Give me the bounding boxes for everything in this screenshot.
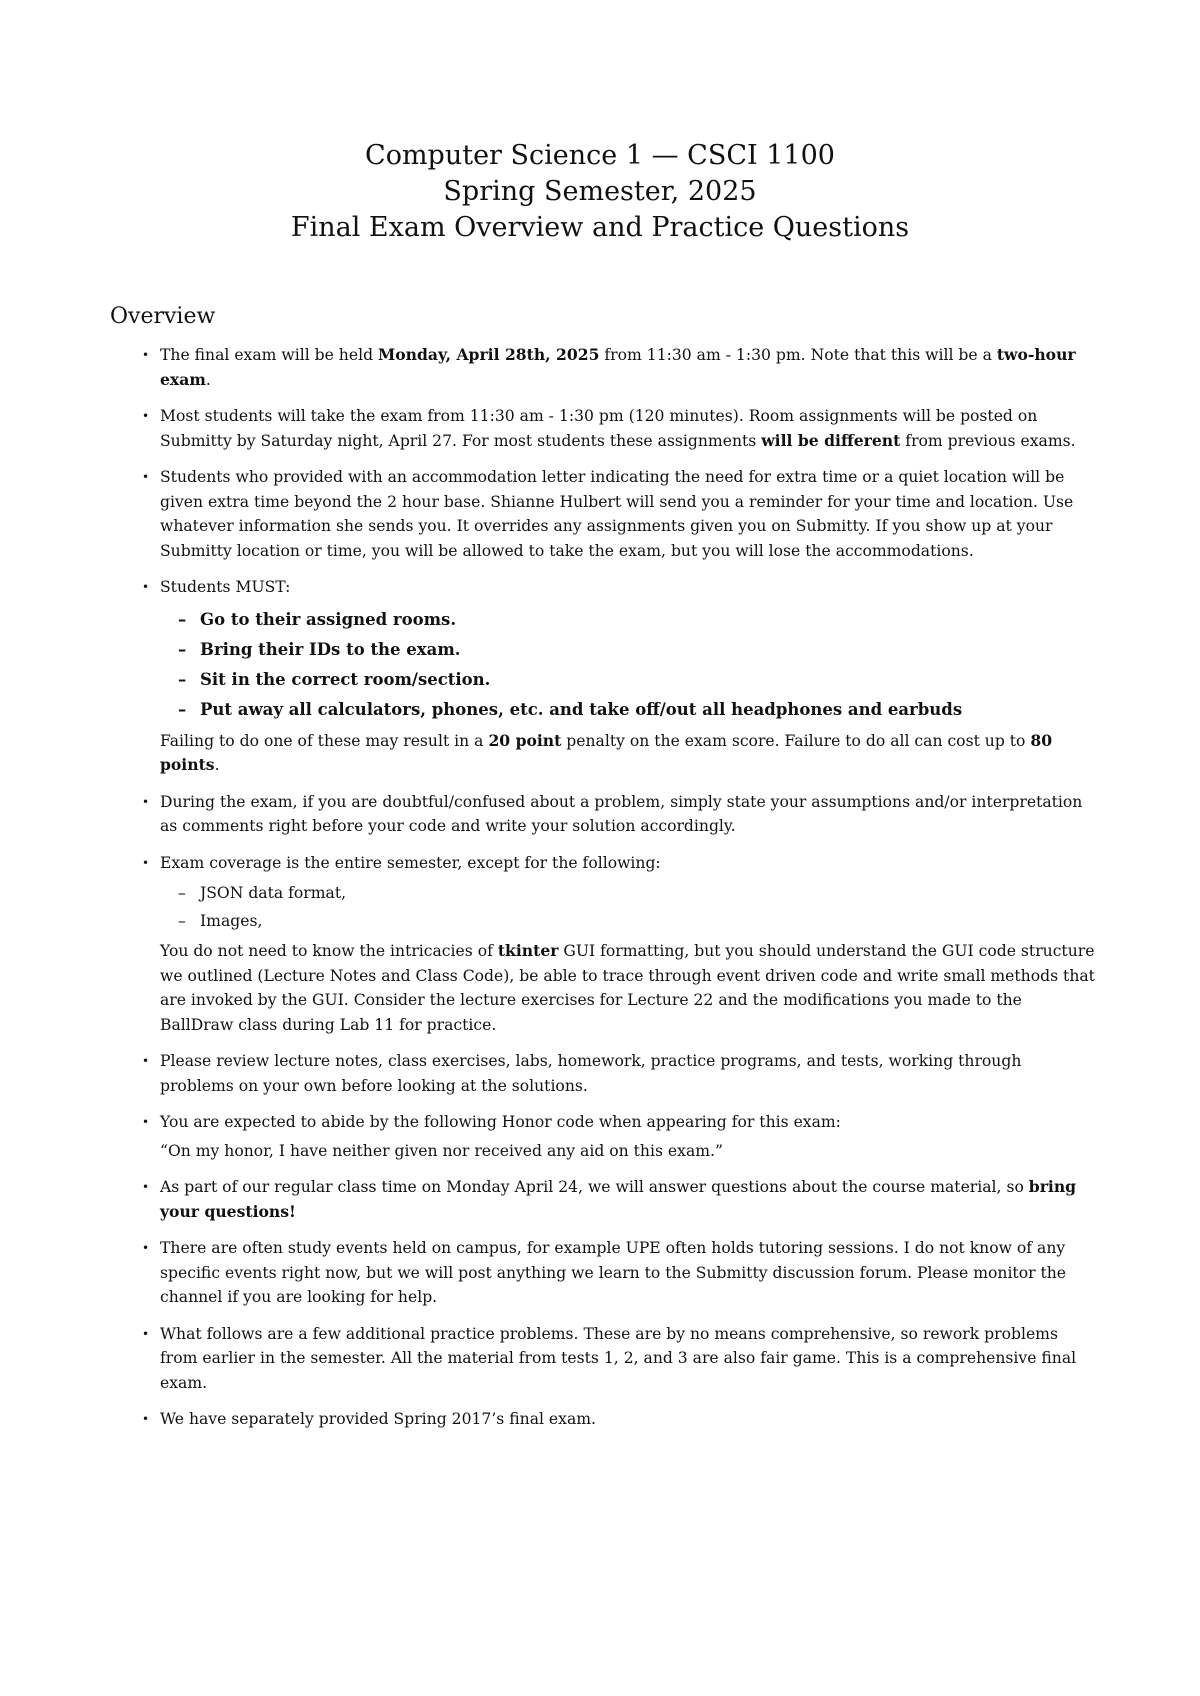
list-item-honor-code (136, 1110, 1096, 1163)
requirement-item (178, 606, 1096, 633)
exclusion-item (178, 881, 1096, 906)
text: . (214, 756, 220, 774)
list-item-study-events (136, 1236, 1096, 1310)
text: GUI formatting, but you should understand the GUI code structure we outlined (Lecture Notes and Class Code), be able to trace through event driven code and write small methods that are invoked by the GUI. Consider the lecture exercises for Lecture 22 and the modifications you made to the BallDraw class during Lab 11 for practice. (160, 942, 1095, 1034)
text: Sit in the correct room/section. (200, 669, 491, 689)
bullet-icon: • (142, 409, 150, 423)
bullet-icon: • (142, 1326, 150, 1341)
exclusions-list (178, 881, 1096, 933)
bullet-icon: • (142, 580, 150, 594)
bullet-icon: • (142, 1412, 150, 1426)
text: JSON data format, (200, 884, 347, 902)
text: During the exam, if you are doubtful/confused about a problem, simply state your assumptions and/or interpretation as comments right before your code and write your solution accordingly. (160, 792, 1083, 835)
title-block (0, 138, 1200, 246)
text: from 11:30 am - 1:30 pm. Note that this will be a (599, 346, 997, 364)
text: What follows are a few additional practice problems. These are by no means comprehensive, so rework problems from earlier in the semester. All the material from tests 1, 2, and 3 are also fair game. This is a comprehensive final exam. (160, 1324, 1077, 1392)
bullet-icon: • (142, 1241, 150, 1255)
text: Exam coverage is the entire semester, except for the following: (160, 853, 661, 872)
text: Put away all calculators, phones, etc. and take off/out all headphones and earbuds (200, 699, 963, 719)
emphasis: tkinter (497, 941, 559, 960)
dash-icon: – (178, 884, 186, 902)
text: Images, (200, 911, 263, 930)
text: As part of our regular class time on Monday April 24, we will answer questions about the course material, so (160, 1178, 1029, 1196)
course-title: Computer Science 1 — CSCI 1100 (365, 140, 835, 171)
exclusion-item (178, 909, 1096, 934)
text: . (205, 370, 211, 389)
text: Bring their IDs to the exam. (200, 639, 461, 659)
list-item-coverage (136, 851, 1096, 1038)
list-item-accommodations (136, 465, 1096, 563)
text: There are often study events held on campus, for example UPE often holds tutoring sessions. I do not know of any specific events right now, but we will post anything we learn to the Submitty discussion forum. Please monitor the channel if you are looking for help. (160, 1239, 1067, 1306)
text: You do not need to know the intricacies of (160, 942, 498, 960)
list-item-questions (136, 1175, 1096, 1224)
text: Students who provided with an accommodation letter indicating the need for extra time or a quiet location will be given extra time beyond the 2 hour base. Shianne Hulbert will send you a reminder for your time and location. Use whatever information she sends you. It overrides any assignments given you on Submitty. If you show up at your Submitty location or time, you will be allowed to take the exam, but you will lose the accommodations. (160, 468, 1074, 560)
requirements-list (178, 606, 1096, 723)
text: Failing to do one of these may result in a (160, 731, 489, 750)
bullet-icon: • (142, 1180, 150, 1194)
bullet-icon: • (142, 1115, 150, 1129)
bullet-icon: • (142, 794, 150, 809)
overview-list (136, 343, 1096, 1432)
bullet-icon: • (142, 348, 150, 362)
dash-icon: – (178, 639, 187, 659)
document-title: Final Exam Overview and Practice Questions (290, 212, 910, 243)
list-item-previous-exam (136, 1407, 1096, 1432)
penalty-paragraph (160, 729, 1096, 778)
list-item-students-must (136, 575, 1096, 778)
dash-icon: – (178, 699, 187, 719)
overview-body (136, 343, 1096, 1444)
text: You are expected to abide by the following Honor code when appearing for this exam: (160, 1113, 841, 1131)
honor-code-quote: “On my honor, I have neither given nor received any aid on this exam.” (160, 1141, 723, 1160)
text: from previous exams. (900, 431, 1076, 450)
exam-date: Monday, April 28th, 2025 (378, 345, 600, 364)
list-item-review (136, 1049, 1096, 1098)
emphasis: bring your questions! (160, 1177, 1077, 1221)
emphasis: 20 point (488, 730, 562, 750)
text: We have separately provided Spring 2017’s final exam. (160, 1410, 596, 1428)
semester-title: Spring Semester, 2025 (443, 176, 757, 207)
text: Students MUST: (160, 578, 291, 596)
exam-duration: two-hour exam (160, 345, 1076, 389)
text: The final exam will be held (160, 346, 379, 364)
list-item-practice-problems (136, 1322, 1096, 1396)
requirement-item (178, 636, 1096, 663)
bullet-icon: • (142, 1054, 150, 1068)
requirement-item (178, 666, 1096, 693)
bullet-icon: • (142, 470, 150, 484)
dash-icon: – (178, 669, 187, 689)
dash-icon: – (178, 609, 187, 629)
text: Go to their assigned rooms. (200, 609, 457, 629)
emphasis: 80 points (160, 730, 1053, 774)
gui-paragraph (160, 939, 1096, 1037)
text: Please review lecture notes, class exercises, labs, homework, practice programs, and tests, working through problems on your own before looking at the solutions. (160, 1052, 1022, 1095)
section-heading-overview: Overview (110, 304, 216, 329)
list-item-exam-time (136, 343, 1096, 392)
emphasis: will be different (761, 430, 901, 450)
bullet-icon: • (142, 855, 150, 870)
list-item-assumptions (136, 790, 1096, 839)
list-item-room-assignments (136, 404, 1096, 453)
requirement-item (178, 696, 1096, 723)
text: penalty on the exam score. Failure to do all can cost up to (561, 731, 1031, 750)
dash-icon: – (178, 911, 186, 930)
text: Most students will take the exam from 11:30 am - 1:30 pm (120 minutes). Room assignments will be posted on Submitty by Saturday night, April 27. For most students these assignments (160, 407, 1038, 450)
